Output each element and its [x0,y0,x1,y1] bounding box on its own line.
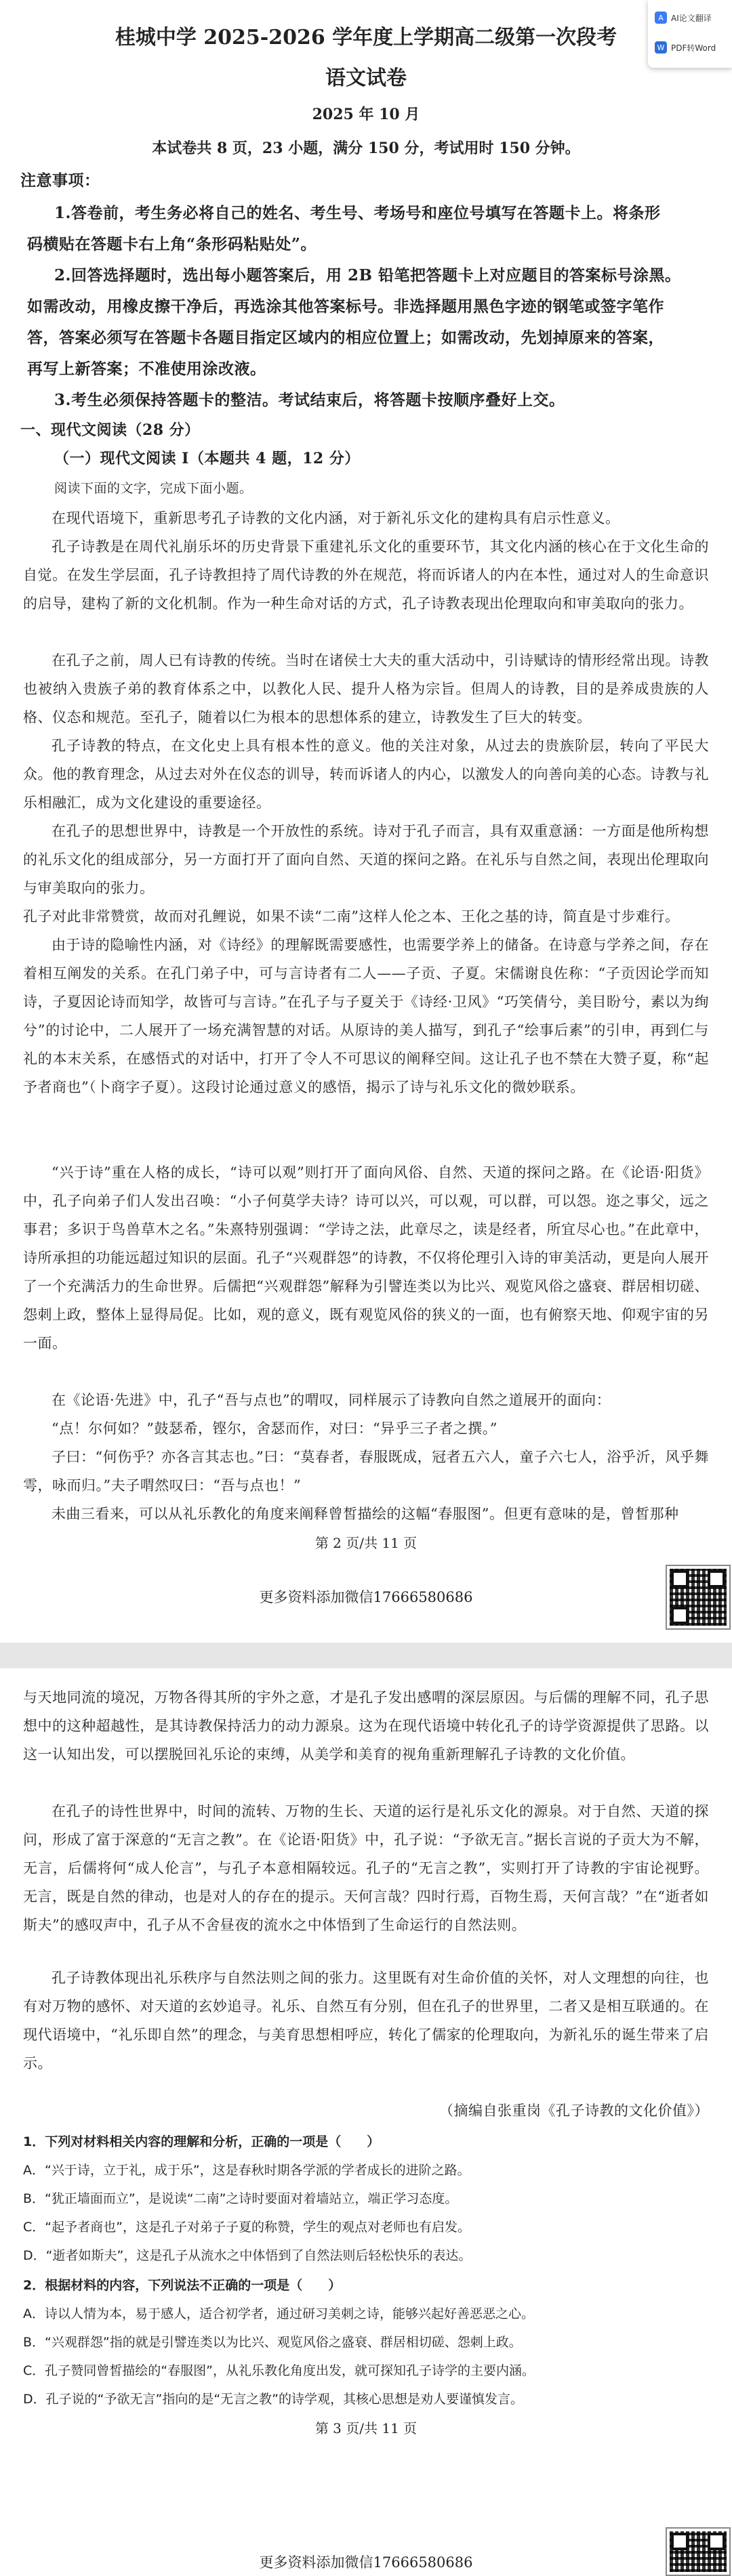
paragraph: 孔子诗教体现出礼乐秩序与自然法则之间的张力。这里既有对生命价值的关怀，对人文理想的向往，也有对万物的感怀、对天道的玄妙追寻。礼乐、自然互有分别，但在孔子的世界里，二者又是相互联通的。在现代语境中，“礼乐即自然”的理念，与美育思想相呼应，转化了儒家的伦理取向，为新礼乐的诞生带来了启示。 [23,1970,709,2071]
ai-translate-button[interactable] [648,5,732,30]
subject-title: 语文试卷 [325,66,407,90]
note-line: 如需改动，用橡皮擦干净后，再选涂其他答案标号。非选择题用黑色字迹的钢笔或签字笔作 [27,297,664,316]
translate-icon: A [655,12,667,24]
question-1: 1．下列对材料相关内容的理解和分析，正确的一项是（ ） [23,2134,380,2149]
promo-text: 更多资料添加微信17666580686 [259,1589,473,1605]
qr-code-icon [667,2529,729,2575]
promo-text: 更多资料添加微信17666580686 [259,2554,473,2571]
q1-option-c: C．“起予者商也”，这是孔子对弟子子夏的称赞，学生的观点对老师也有启发。 [23,2220,470,2235]
page-footer: 第 2 页/共 11 页 [314,1535,418,1551]
q2-option-a: A．诗以人情为本，易于感人，适合初学者，通过研习美刺之诗，能够兴起好善恶恶之心。 [23,2306,534,2321]
word-icon: W [655,41,667,54]
paragraph: 孔子对此非常赞赏，故而对孔鲤说，如果不读“二南”这样人伦之本、王化之基的诗，简直是寸步难行。 [23,908,680,925]
school-title: 桂城中学 2025-2026 学年度上学期高二级第一次段考 [115,26,617,49]
pdf-to-word-button[interactable] [648,35,732,60]
q1-option-b: B．“犹正墙面而立”，是说读“二南”之诗时要面对着墙站立，端正学习态度。 [23,2191,458,2206]
paragraph: 与天地同流的境况，万物各得其所的宇外之意，才是孔子发出感喟的深层原因。与后儒的理解不同，孔子思想中的这种超越性，是其诗教保持活力的动力源泉。这为在现代语境中转化孔子的诗学资源提供了思路。以这一认知出发，可以摆脱回礼乐论的束缚，从美学和美育的视角重新理解孔子诗教的文化价值。 [23,1689,709,1762]
subsection-heading: （一）现代文阅读 I（本题共 4 题，12 分） [54,450,360,467]
exam-info: 本试卷共 8 页，23 小题，满分 150 分，考试用时 150 分钟。 [152,140,580,157]
q1-option-a: A．“兴于诗，立于礼，成于乐”，这是春秋时期各学派的学者成长的进阶之路。 [23,2163,470,2178]
paragraph: “点！尔何如？”鼓瑟希，铿尔，舍瑟而作，对曰：“异乎三子者之撰。” [52,1420,497,1437]
instruction: 阅读下面的文字，完成下面小题。 [54,481,253,496]
note-line: 再写上新答案；不准使用涂改液。 [27,360,266,378]
note-line: 3.考生必须保持答题卡的整洁。考试结束后，将答题卡按顺序叠好上交。 [54,391,565,409]
question-2: 2．根据材料的内容，下列说法不正确的一项是（ ） [23,2278,342,2293]
q2-option-b: B．“兴观群怨”指的就是引譬连类以为比兴、观览风俗之盛衰、群居相切磋、怨刺上政。 [23,2335,522,2350]
q1-option-d: D．“逝者如斯夫”，这是孔子从流水之中体悟到了自然法则后轻松快乐的表达。 [23,2248,472,2263]
paragraph: 子曰：“何伤乎？亦各言其志也。”曰：“莫春者，春服既成，冠者五六人，童子六七人，浴乎沂，风乎舞雩，咏而归。”夫子喟然叹曰：“吾与点也！” [23,1449,709,1494]
page-footer: 第 3 页/共 11 页 [314,2420,418,2436]
q2-option-c: C．孔子赞同曾皙描绘的“春服图”，从礼乐教化角度出发，就可探知孔子诗学的主要内涵。 [23,2363,535,2378]
exam-page-3 [0,1668,732,2576]
notes-heading: 注意事项： [20,171,100,190]
paragraph: 孔子诗教的特点，在文化史上具有根本性的意义。他的关注对象，从过去的贵族阶层，转向了平民大众。他的教育理念，从过去对外在仪态的训导，转而诉诸人的内心，以激发人的向善向美的心态。诗教与礼乐相融汇，成为文化建设的重要途径。 [23,738,709,811]
paragraph: 孔子诗教是在周代礼崩乐坏的历史背景下重建礼乐文化的重要环节，其文化内涵的核心在于文化生命的自觉。在发生学层面，孔子诗教担持了周代诗教的外在规范，将而诉诸人的内在本性，通过对人的生命意识的启导，建构了新的文化机制。作为一种生命对话的方式，孔子诗教表现出伦理取向和审美取向的张力。 [23,539,709,612]
paragraph: “兴于诗”重在人格的成长，“诗可以观”则打开了面向风俗、自然、天道的探问之路。在《论语·阳货》中，孔子向弟子们人发出召唤：“小子何莫学夫诗？诗可以兴，可以观，可以群，可以怨。迩之事父，远之事君；多识于鸟兽草木之名。”朱熹特别强调：“学诗之法，此章尽之，读是经者，所宜尽心也。”在此章中，诗所承担的功能远超过知识的层面。孔子“兴观群怨”的诗教，不仅将伦理引入诗的审美活动，更是向人展开了一个充满活力的生命世界。后儒把“兴观群怨”解释为引譬连类以为比兴、观览风俗之盛衰、群居相切磋、怨刺上政，整体上显得局促。比如，观的意义，既有观览风俗的狭义的一面，也有俯察天地、仰观宇宙的另一面。 [23,1164,709,1351]
paragraph: 在孔子的思想世界中，诗教是一个开放性的系统。诗对于孔子而言，具有双重意涵：一方面是他所构想的礼乐文化的组成部分，另一方面打开了面向自然、天道的探问之路。在礼乐与自然之间，表现出伦理取向与审美取向的张力。 [23,823,709,896]
source-citation: （摘编自张重岗《孔子诗教的文化价值》） [439,2103,709,2119]
ai-translate-label: AI论文翻译 [671,13,712,23]
qr-code-icon [667,1566,729,1628]
paragraph: 由于诗的隐喻性内涵，对《诗经》的理解既需要感性，也需要学养上的储备。在诗意与学养之间，存在着相互阐发的关系。在孔门弟子中，可与言诗者有二人——子贡、子夏。宋儒谢良佐称：“子贡因论学而知诗，子夏因论诗而知学，故皆可与言诗。”在孔子与子夏关于《诗经·卫风》“巧笑倩兮，美目盼兮，素以为绚兮”的讨论中，二人展开了一场充满智慧的对话。从原诗的美人描写，到孔子“绘事后素”的引申，再到仁与礼的本末关系，在感悟式的对话中，打开了令人不可思议的阐释空间。这让孔子也不禁在大赞子夏，称“起予者商也”（卜商字子夏）。这段讨论通过意义的感悟，揭示了诗与礼乐文化的微妙联系。 [23,937,709,1095]
floating-tools-panel [648,0,732,68]
q2-option-d: D．孔子说的“予欲无言”指向的是“无言之教”的诗学观，其核心思想是劝人要谨慎发言。 [23,2392,524,2407]
note-line: 2.回答选择题时，选出每小题答案后，用 2B 铅笔把答题卡上对应题目的答案标号涂黑。 [54,266,681,284]
note-line: 码横贴在答题卡右上角“条形码粘贴处”。 [27,235,317,253]
paragraph: 在现代语境下，重新思考孔子诗教的文化内涵，对于新礼乐文化的建构具有启示性意义。 [52,510,620,526]
section-heading: 一、现代文阅读（28 分） [20,421,200,439]
paragraph: 在《论语·先进》中，孔子“吾与点也”的喟叹，同样展示了诗教向自然之道展开的面向： [52,1392,611,1408]
note-line: 答，答案必须写在答题卡各题目指定区域内的相应位置上；如需改动，先划掉原来的答案， [27,329,664,347]
exam-date: 2025 年 10 月 [312,106,420,123]
pdf-to-word-label: PDF转Word [671,43,716,53]
paragraph: 在孔子之前，周人已有诗教的传统。当时在诸侯士大夫的重大活动中，引诗赋诗的情形经常出现。诗教也被纳入贵族子弟的教育体系之中，以教化人民、提升人格为宗旨。但周人的诗教，目的是养成贵族的人格、仪态和规范。至孔子，随着以仁为根本的思想体系的建立，诗教发生了巨大的转变。 [23,652,709,725]
note-line: 1.答卷前，考生务必将自己的姓名、考生号、考场号和座位号填写在答题卡上。将条形 [54,204,661,222]
paragraph: 未曲三看来，可以从礼乐教化的角度来阐释曾皙描绘的这幅“春服图”。但更有意味的是，曾皙那种 [52,1506,679,1522]
paragraph: 在孔子的诗性世界中，时间的流转、万物的生长、天道的运行是礼乐文化的源泉。对于自然、天道的探问，形成了富于深意的“无言之教”。在《论语·阳货》中，孔子说：“予欲无言。”据长言说的子贡大为不解，无言，后儒将何“成人伦言”，与孔子本意相隔较远。孔子的“无言之教”，实则打开了诗教的宇宙论视野。无言，既是自然的律动，也是对人的存在的提示。天何言哉？四时行焉，百物生焉，天何言哉？”在“逝者如斯夫”的感叹声中，孔子从不舍昼夜的流水之中体悟到了生命运行的自然法则。 [23,1803,709,1933]
